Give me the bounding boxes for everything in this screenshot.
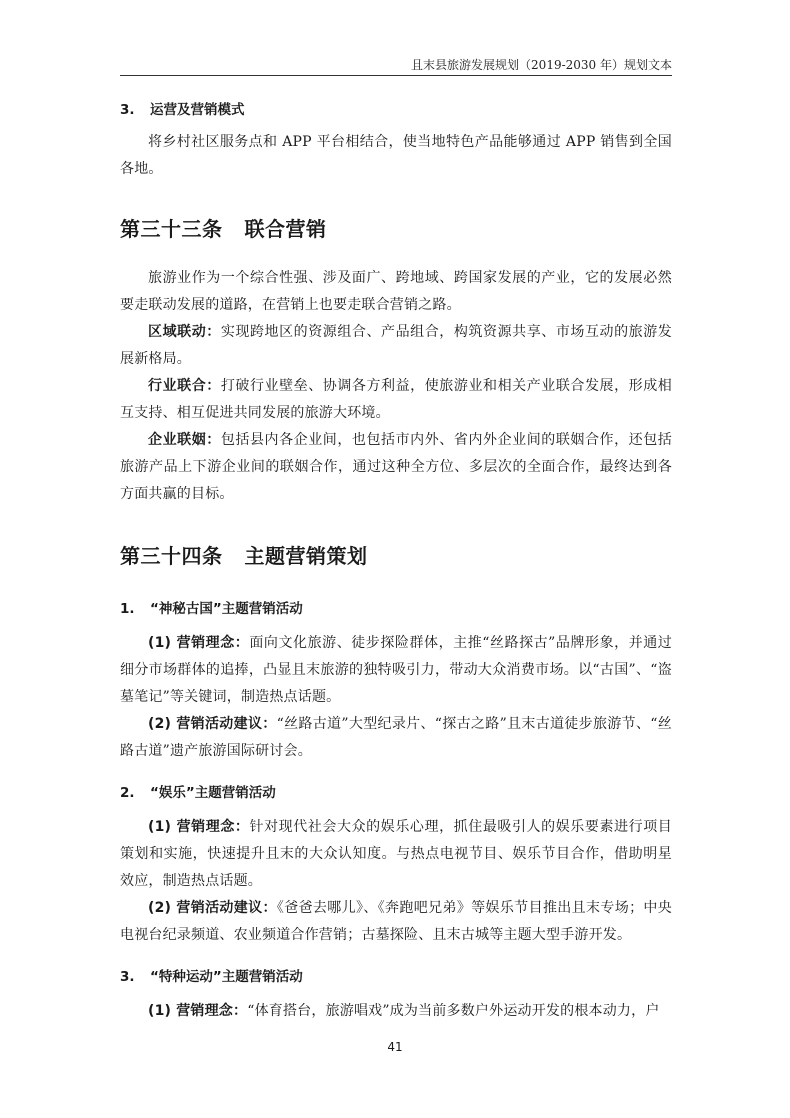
section-heading: [120, 965, 672, 985]
header-divider: [120, 75, 672, 76]
term-label: (1) 营销理念：: [148, 1003, 248, 1019]
section-number: 2.: [120, 785, 135, 801]
section-title: 运营及营销模式: [150, 102, 245, 118]
paragraph: [120, 998, 672, 1025]
term-label: (1) 营销理念：: [148, 635, 250, 651]
paragraph: [120, 814, 672, 895]
term-label: (2) 营销活动建议：: [148, 900, 277, 916]
section-heading: [120, 98, 672, 118]
paragraph: [120, 630, 672, 711]
term-text: 针对现代社会大众的娱乐心理，抓住最吸引人的娱乐要素进行项目策划和实施，快速提升且末的大众认知度。与热点电视节目、娱乐节目合作，借助明星效应，制造热点话题。: [120, 819, 672, 889]
term-text: 面向文化旅游、徒步探险群体，主推“丝路探古”品牌形象，并通过细分市场群体的追捧，凸显且末旅游的独特吸引力，带动大众消费市场。以“古国”、“盗墓笔记”等关键词，制造热点话题。: [120, 635, 672, 705]
section-number: 3.: [120, 969, 135, 985]
term-text: “体育搭台，旅游唱戏”成为当前多数户外运动开发的根本动力，户: [247, 1003, 660, 1019]
article-heading: [120, 540, 672, 569]
paragraph: 旅游业作为一个综合性强、涉及面广、跨地域、跨国家发展的产业，它的发展必然要走联动发展的道路，在营销上也要走联合营销之路。: [120, 270, 672, 313]
article-title: 联合营销: [244, 217, 327, 241]
section-title: “神秘古国”主题营销活动: [150, 601, 303, 617]
section-number: 3.: [120, 102, 135, 118]
paragraph: [120, 711, 672, 765]
paragraph: 将乡村社区服务点和 APP 平台相结合，使当地特色产品能够通过 APP 销售到全国各地。: [120, 134, 672, 177]
section-heading: [120, 781, 672, 801]
term-label: 行业联合：: [148, 378, 221, 394]
term-text: 实现跨地区的资源组合、产品组合，构筑资源共享、市场互动的旅游发展新格局。: [120, 324, 672, 367]
article-title: 主题营销策划: [244, 544, 368, 568]
term-text: 打破行业壁垒、协调各方利益，使旅游业和相关产业联合发展，形成相互支持、相互促进共同发展的旅游大环境。: [120, 378, 672, 421]
term-label: (1) 营销理念：: [148, 819, 250, 835]
article-heading: [120, 213, 672, 242]
paragraph: [120, 895, 672, 949]
page-number: 41: [387, 1040, 403, 1054]
page-body: [120, 94, 672, 1025]
term-text: 《爸爸去哪儿》、《奔跑吧兄弟》等娱乐节目推出且末专场；中央电视台纪录频道、农业频道合作营销；古墓探险、且末古城等主题大型手游开发。: [120, 900, 672, 943]
section-title: “娱乐”主题营销活动: [150, 785, 276, 801]
article-number: 第三十四条: [120, 544, 223, 568]
section-heading: [120, 597, 672, 617]
running-header: 且末县旅游发展规划（2019-2030 年）规划文本: [411, 58, 672, 72]
term-label: 企业联姻：: [148, 432, 221, 448]
section-number: 1.: [120, 601, 135, 617]
section-title: “特种运动”主题营销活动: [150, 969, 303, 985]
term-label: (2) 营销活动建议：: [148, 716, 277, 732]
term-text: “丝路古道”大型纪录片、“探古之路”且末古道徒步旅游节、“丝路古道”遗产旅游国际研讨会。: [120, 716, 672, 759]
article-number: 第三十三条: [120, 217, 223, 241]
paragraph: [120, 373, 672, 427]
term-text: 包括县内各企业间，也包括市内外、省内外企业间的联姻合作，还包括旅游产品上下游企业间的联姻合作，通过这种全方位、多层次的全面合作，最终达到各方面共赢的目标。: [120, 432, 672, 502]
paragraph: [120, 427, 672, 508]
term-label: 区域联动：: [148, 324, 221, 340]
paragraph: [120, 319, 672, 373]
